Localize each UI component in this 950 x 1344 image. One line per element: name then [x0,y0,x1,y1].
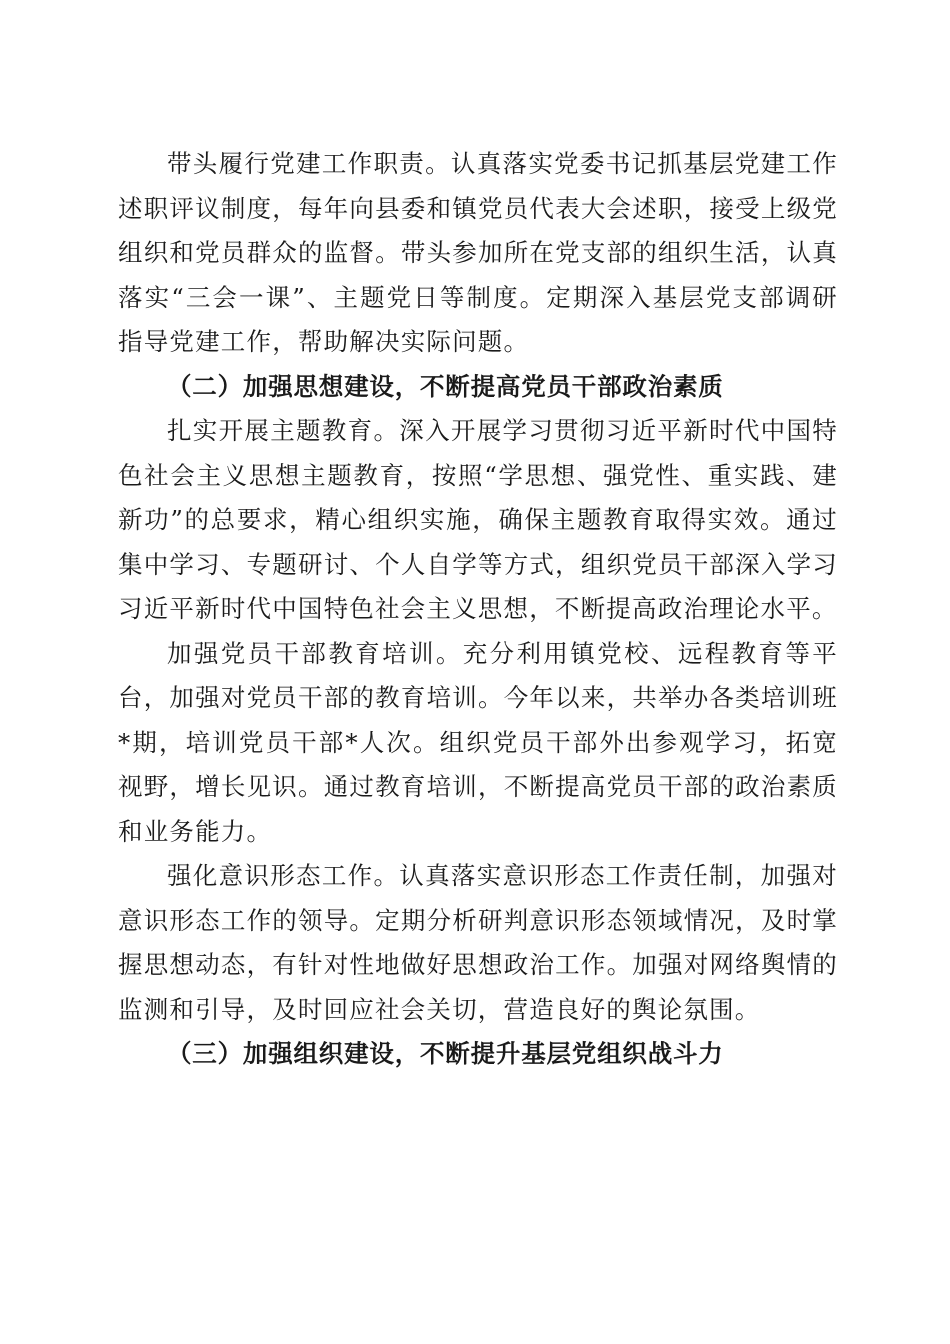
section-heading-organization-building: （三）加强组织建设，不断提升基层党组织战斗力 [167,1039,724,1068]
paragraph-party-building-duties: 带头履行党建工作职责。认真落实党委书记抓基层党建工作述职评议制度，每年向县委和镇党员代表大会述职，接受上级党组织和党员群众的监督。带头参加所在党支部的组织生活，认真落实“三会一课”、主题党日等制度。定期深入基层党支部调研指导党建工作，帮助解决实际问题。 [118,149,838,356]
document-body [118,142,838,1077]
paragraph-ideology-work: 强化意识形态工作。认真落实意识形态工作责任制，加强对意识形态工作的领导。定期分析研判意识形态领域情况，及时掌握思想动态，有针对性地做好思想政治工作。加强对网络舆情的监测和引导，及时回应社会关切，营造良好的舆论氛围。 [118,861,838,1024]
paragraph-theme-education: 扎实开展主题教育。深入开展学习贯彻习近平新时代中国特色社会主义思想主题教育，按照“学思想、强党性、重实践、建新功”的总要求，精心组织实施，确保主题教育取得实效。通过集中学习、专题研讨、个人自学等方式，组织党员干部深入学习习近平新时代中国特色社会主义思想，不断提高政治理论水平。 [118,416,838,623]
paragraph-cadre-training: 加强党员干部教育培训。充分利用镇党校、远程教育等平台，加强对党员干部的教育培训。今年以来，共举办各类培训班*期，培训党员干部*人次。组织党员干部外出参观学习，拓宽视野，增长见识。通过教育培训，不断提高党员干部的政治素质和业务能力。 [118,638,838,846]
section-heading-ideological-building: （二）加强思想建设，不断提高党员干部政治素质 [167,371,724,401]
